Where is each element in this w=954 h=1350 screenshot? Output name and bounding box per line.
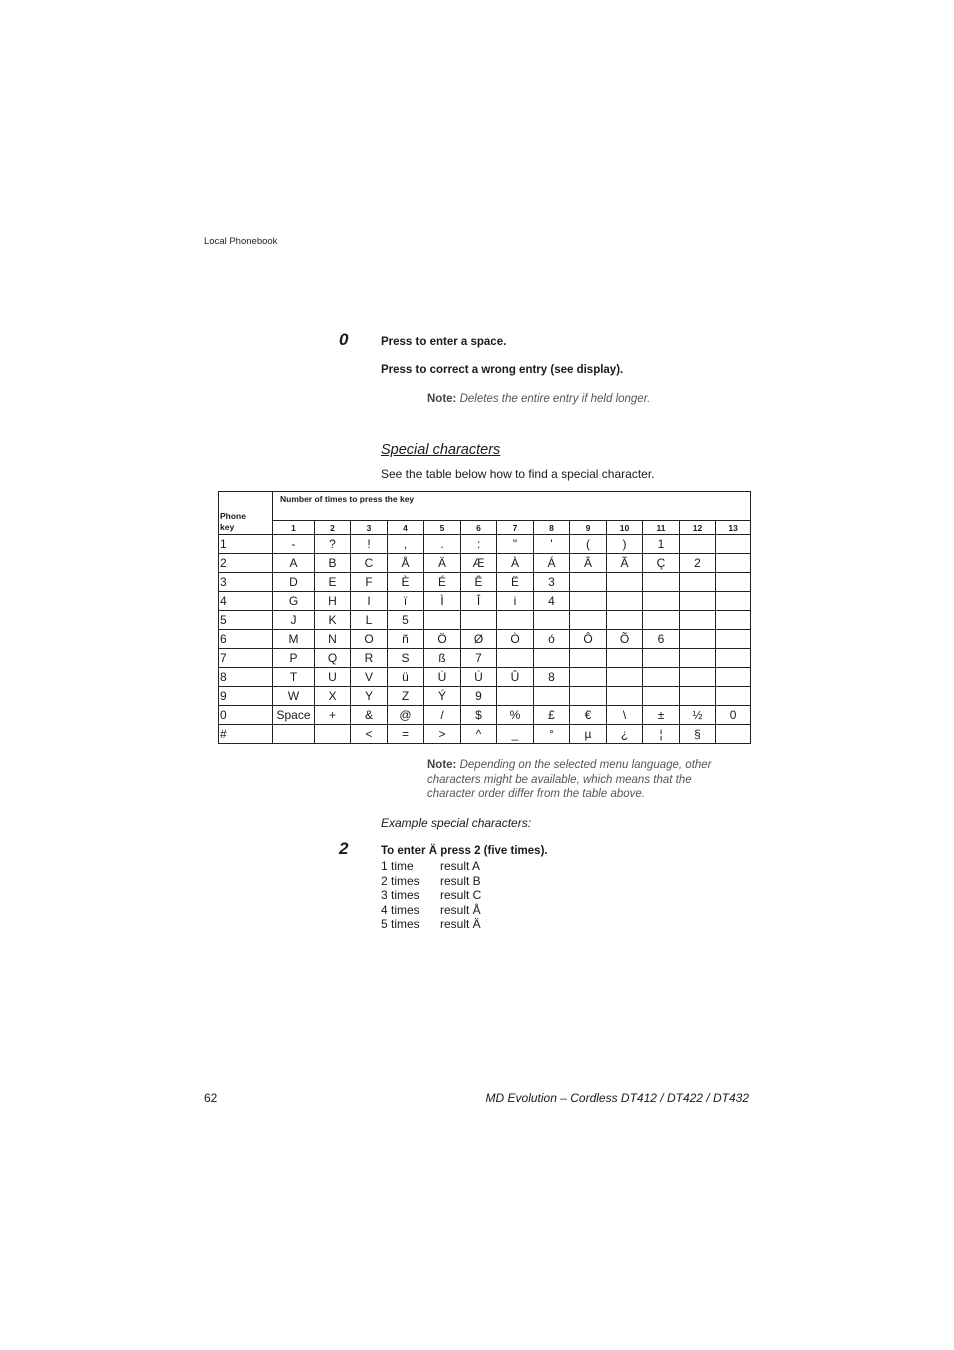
- character-cell: [716, 535, 751, 554]
- note-label: Note:: [427, 759, 457, 771]
- character-cell: X: [315, 687, 351, 706]
- character-cell: H: [315, 592, 351, 611]
- character-cell: [607, 592, 643, 611]
- character-cell: Ù: [424, 668, 461, 687]
- phone-key-cell: #: [219, 725, 273, 744]
- character-cell: >: [424, 725, 461, 744]
- table-row: [219, 611, 751, 630]
- note-line-2: characters might be available, which means that the: [427, 773, 692, 786]
- table-row: [219, 573, 751, 592]
- character-cell: :: [461, 535, 497, 554]
- character-cell: [680, 668, 716, 687]
- character-cell: [607, 649, 643, 668]
- character-cell: [643, 668, 680, 687]
- character-cell: Õ: [607, 630, 643, 649]
- character-cell: N: [315, 630, 351, 649]
- character-cell: [643, 687, 680, 706]
- character-cell: [643, 573, 680, 592]
- character-cell: [643, 649, 680, 668]
- character-cell: ü: [388, 668, 424, 687]
- character-cell: [716, 554, 751, 573]
- special-characters-table: [218, 491, 751, 744]
- step-result: result B: [440, 873, 481, 888]
- character-cell: Ã: [607, 554, 643, 573]
- character-cell: ±: [643, 706, 680, 725]
- example-step: [381, 903, 481, 918]
- character-cell: !: [351, 535, 388, 554]
- step-times: 1 time: [381, 859, 414, 873]
- example-step: [381, 888, 481, 903]
- character-cell: V: [351, 668, 388, 687]
- running-header: Local Phonebook: [204, 236, 278, 247]
- character-cell: [680, 592, 716, 611]
- character-cell: U: [315, 668, 351, 687]
- character-cell: [570, 611, 607, 630]
- character-cell: 8: [534, 668, 570, 687]
- character-cell: Y: [351, 687, 388, 706]
- key-0-instruction-space: Press to enter a space.: [381, 336, 507, 348]
- character-cell: ½: [680, 706, 716, 725]
- column-header: 5: [424, 521, 461, 535]
- character-cell: [716, 592, 751, 611]
- column-header: 9: [570, 521, 607, 535]
- character-cell: [680, 687, 716, 706]
- character-cell: _: [497, 725, 534, 744]
- character-cell: Æ: [461, 554, 497, 573]
- character-cell: Â: [570, 554, 607, 573]
- key-0-glyph: 0: [339, 330, 349, 349]
- character-cell: 0: [716, 706, 751, 725]
- character-cell: Î: [461, 592, 497, 611]
- character-cell: ": [497, 535, 534, 554]
- key-0-note: [427, 393, 650, 405]
- phone-key-header-line1: Phone: [220, 511, 246, 521]
- character-cell: [497, 611, 534, 630]
- character-cell: ß: [424, 649, 461, 668]
- phone-key-cell: 4: [219, 592, 273, 611]
- character-cell: Z: [388, 687, 424, 706]
- character-cell: ¦: [643, 725, 680, 744]
- character-cell: Q: [315, 649, 351, 668]
- phone-key-header: [219, 492, 273, 535]
- character-cell: %: [497, 706, 534, 725]
- character-cell: ñ: [388, 630, 424, 649]
- character-cell: Ø: [461, 630, 497, 649]
- column-header: 10: [607, 521, 643, 535]
- character-cell: £: [534, 706, 570, 725]
- character-cell: [607, 573, 643, 592]
- character-cell: [716, 611, 751, 630]
- character-cell: [570, 573, 607, 592]
- note-label: Note:: [427, 393, 457, 405]
- column-header: 6: [461, 521, 497, 535]
- character-cell: P: [273, 649, 315, 668]
- character-cell: ó: [534, 630, 570, 649]
- character-cell: [534, 649, 570, 668]
- character-cell: È: [388, 573, 424, 592]
- column-header: 1: [273, 521, 315, 535]
- character-cell: [497, 687, 534, 706]
- character-cell: ï: [388, 592, 424, 611]
- character-cell: 5: [388, 611, 424, 630]
- note-line-1: Depending on the selected menu language, other: [459, 759, 712, 771]
- character-cell: [716, 573, 751, 592]
- character-cell: G: [273, 592, 315, 611]
- character-cell: [534, 611, 570, 630]
- character-cell: Á: [534, 554, 570, 573]
- table-row: [219, 630, 751, 649]
- character-cell: [680, 649, 716, 668]
- table-row: [219, 706, 751, 725]
- step-result: result Å: [440, 902, 481, 917]
- column-header: 12: [680, 521, 716, 535]
- character-cell: =: [388, 725, 424, 744]
- note-text: Deletes the entire entry if held longer.: [459, 393, 651, 405]
- example-steps: [381, 859, 481, 932]
- character-cell: T: [273, 668, 315, 687]
- phone-key-cell: 3: [219, 573, 273, 592]
- column-header: 2: [315, 521, 351, 535]
- character-cell: L: [351, 611, 388, 630]
- table-row: [219, 649, 751, 668]
- character-cell: \: [607, 706, 643, 725]
- step-times: 2 times: [381, 873, 420, 888]
- character-cell: (: [570, 535, 607, 554]
- character-cell: A: [273, 554, 315, 573]
- note-line-3: character order differ from the table above.: [427, 788, 645, 801]
- phone-key-cell: 8: [219, 668, 273, 687]
- character-cell: ,: [388, 535, 424, 554]
- example-step: [381, 859, 481, 874]
- character-cell: i: [497, 592, 534, 611]
- character-cell: [497, 649, 534, 668]
- character-cell: C: [351, 554, 388, 573]
- column-header: 4: [388, 521, 424, 535]
- character-cell: 9: [461, 687, 497, 706]
- character-cell: O: [351, 630, 388, 649]
- phone-key-cell: 6: [219, 630, 273, 649]
- character-cell: µ: [570, 725, 607, 744]
- character-cell: 2: [680, 554, 716, 573]
- character-cell: [534, 687, 570, 706]
- character-cell: [716, 687, 751, 706]
- character-cell: [461, 611, 497, 630]
- character-cell: -: [273, 535, 315, 554]
- character-cell: R: [351, 649, 388, 668]
- character-cell: [570, 687, 607, 706]
- table-body: [219, 535, 751, 744]
- character-cell: <: [351, 725, 388, 744]
- character-cell: Ý: [424, 687, 461, 706]
- step-result: result C: [440, 888, 482, 903]
- character-cell: [643, 592, 680, 611]
- character-cell: [607, 611, 643, 630]
- character-cell: &: [351, 706, 388, 725]
- character-cell: E: [315, 573, 351, 592]
- character-cell: À: [497, 554, 534, 573]
- column-header: 13: [716, 521, 751, 535]
- character-cell: @: [388, 706, 424, 725]
- character-cell: M: [273, 630, 315, 649]
- character-cell: ^: [461, 725, 497, 744]
- character-cell: [570, 649, 607, 668]
- character-cell: [716, 725, 751, 744]
- character-cell: Ì: [424, 592, 461, 611]
- section-heading: Special characters: [381, 442, 501, 458]
- phone-key-cell: 1: [219, 535, 273, 554]
- page-number: 62: [204, 1091, 218, 1105]
- example-step: [381, 874, 481, 889]
- column-header: 8: [534, 521, 570, 535]
- phone-key-cell: 7: [219, 649, 273, 668]
- character-cell: ': [534, 535, 570, 554]
- character-cell: .: [424, 535, 461, 554]
- step-times: 4 times: [381, 902, 420, 917]
- character-cell: Ò: [497, 630, 534, 649]
- character-cell: [680, 611, 716, 630]
- key-2-glyph: 2: [339, 839, 349, 858]
- character-cell: Å: [388, 554, 424, 573]
- character-cell: [680, 630, 716, 649]
- step-result: result A: [440, 859, 481, 873]
- character-cell: Û: [497, 668, 534, 687]
- key-0-instruction-correct: Press to correct a wrong entry (see display).: [381, 364, 624, 376]
- character-cell: °: [534, 725, 570, 744]
- character-cell: J: [273, 611, 315, 630]
- character-cell: /: [424, 706, 461, 725]
- section-intro: See the table below how to find a special character.: [381, 467, 655, 481]
- phone-key-cell: 2: [219, 554, 273, 573]
- character-cell: [716, 668, 751, 687]
- table-row: [219, 554, 751, 573]
- column-header: 3: [351, 521, 388, 535]
- column-header: 7: [497, 521, 534, 535]
- phone-key-cell: 5: [219, 611, 273, 630]
- character-cell: 4: [534, 592, 570, 611]
- table-row: [219, 535, 751, 554]
- character-cell: Ê: [461, 573, 497, 592]
- step-result: result Ä: [440, 917, 481, 932]
- character-cell: +: [315, 706, 351, 725]
- character-cell: [680, 573, 716, 592]
- character-cell: Ô: [570, 630, 607, 649]
- character-cell: [716, 630, 751, 649]
- character-cell: [315, 725, 351, 744]
- character-cell: 1: [643, 535, 680, 554]
- table-row: [219, 592, 751, 611]
- character-cell: É: [424, 573, 461, 592]
- character-cell: Ú: [461, 668, 497, 687]
- example-title: To enter Ä press 2 (five times).: [381, 845, 548, 857]
- character-cell: Ë: [497, 573, 534, 592]
- column-header-row: [219, 521, 751, 535]
- column-header: 11: [643, 521, 680, 535]
- character-cell: D: [273, 573, 315, 592]
- character-cell: §: [680, 725, 716, 744]
- character-cell: 3: [534, 573, 570, 592]
- character-cell: [680, 535, 716, 554]
- character-cell: 6: [643, 630, 680, 649]
- character-cell: [716, 649, 751, 668]
- character-cell: [607, 668, 643, 687]
- step-times: 5 times: [381, 917, 420, 932]
- table-row: [219, 668, 751, 687]
- character-cell: B: [315, 554, 351, 573]
- character-cell: I: [351, 592, 388, 611]
- character-cell: [570, 592, 607, 611]
- character-cell: [643, 611, 680, 630]
- phone-key-cell: 9: [219, 687, 273, 706]
- character-cell: W: [273, 687, 315, 706]
- character-cell: ): [607, 535, 643, 554]
- step-times: 3 times: [381, 888, 420, 903]
- character-cell: K: [315, 611, 351, 630]
- document-title: MD Evolution – Cordless DT412 / DT422 / DT432: [485, 1091, 749, 1105]
- table-row: [219, 725, 751, 744]
- character-cell: S: [388, 649, 424, 668]
- phone-key-cell: 0: [219, 706, 273, 725]
- character-cell: €: [570, 706, 607, 725]
- phone-key-header-line2: key: [220, 522, 235, 532]
- character-cell: 7: [461, 649, 497, 668]
- example-step: [381, 917, 481, 932]
- character-cell: Ç: [643, 554, 680, 573]
- character-cell: ?: [315, 535, 351, 554]
- character-cell: Ä: [424, 554, 461, 573]
- character-cell: Ö: [424, 630, 461, 649]
- language-note: [427, 758, 712, 802]
- character-cell: ¿: [607, 725, 643, 744]
- character-cell: F: [351, 573, 388, 592]
- character-cell: [273, 725, 315, 744]
- example-label: Example special characters:: [381, 816, 532, 830]
- character-cell: [570, 668, 607, 687]
- character-cell: [424, 611, 461, 630]
- character-cell: $: [461, 706, 497, 725]
- character-cell: Space: [273, 706, 315, 725]
- press-count-header: Number of times to press the key: [273, 492, 751, 521]
- table-row: [219, 687, 751, 706]
- character-cell: [607, 687, 643, 706]
